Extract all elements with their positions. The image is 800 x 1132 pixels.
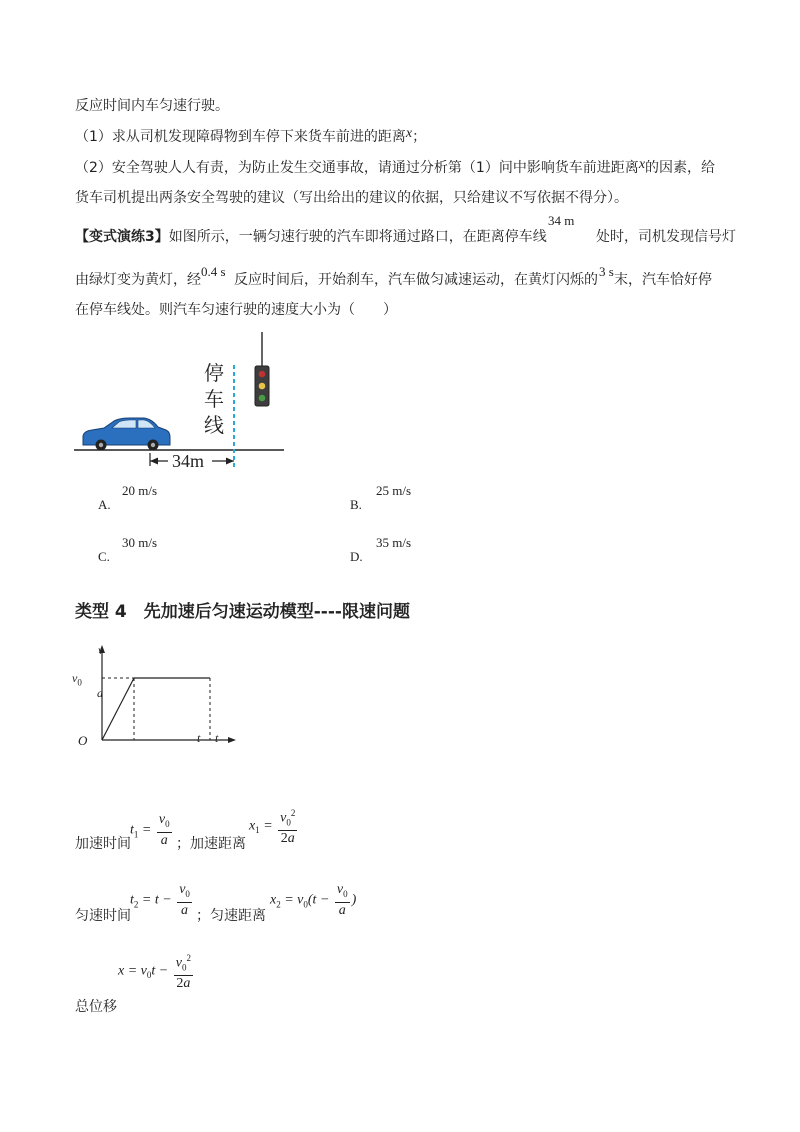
formula-x2: $x_2 = v_0(t$ − $\frac{v_0}{a}$ ): [270, 882, 357, 918]
question-1: [75, 127, 426, 148]
variant-text-cont: 处时，司机发现信号灯: [596, 229, 736, 245]
formula-t1: $t_1$ = $\frac{v_0}{a}$: [130, 812, 170, 848]
formula-total: $x = v_0t$ − $\frac{v_0^2}{2a}$: [118, 950, 195, 992]
t1-label: t: [197, 731, 201, 745]
separator: ；: [176, 836, 190, 852]
option-a-letter: A.: [98, 497, 111, 512]
variant-line-2: 由绿灯变为黄灯，经: [75, 272, 201, 288]
paragraph-text: 反应时间内车匀速行驶。: [75, 98, 229, 114]
distance-label: 34m: [172, 451, 205, 471]
option-b-letter: B.: [350, 497, 362, 512]
variable-x: x: [405, 126, 413, 141]
punctuation: ；: [412, 129, 427, 145]
v0-symbol: v: [72, 671, 78, 685]
variant-line-1: [75, 227, 547, 247]
slope-label: a: [97, 686, 103, 700]
option-d-letter: D.: [350, 549, 363, 564]
question-2-line-1: [75, 158, 715, 179]
car-icon: [83, 418, 170, 451]
stop-line-label: [204, 360, 224, 438]
question-2-line-2: 货车司机提出两条安全驾驶的建议（写出给出的建议的依据，只给建议不写依据不得分）。: [75, 190, 628, 206]
option-d-value: 35 m/s: [376, 535, 412, 550]
stop-line-char: 停: [204, 361, 224, 385]
x-axis-label: t: [215, 731, 219, 745]
accel-time-label: 加速时间: [75, 836, 131, 852]
uniform-dist-label: 匀速距离: [210, 908, 266, 924]
variable-x: x: [638, 157, 646, 172]
v0-label: [72, 671, 82, 687]
question-2-text: （2）安全驾驶人人有责，为防止发生交通事故，请通过分析第（1）问中影响货车前进距离: [75, 160, 639, 176]
red-light-icon: [259, 371, 266, 378]
stop-line-char: 车: [204, 387, 224, 411]
question-1-text: （1）求从司机发现障碍物到车停下来货车前进的距离: [75, 129, 406, 145]
separator: ；: [196, 908, 210, 924]
total-label: 总位移: [75, 999, 117, 1015]
variant-line-3: 在停车线处。则汽车匀速行驶的速度大小为（ ）: [75, 302, 397, 318]
yellow-light-icon: [259, 383, 266, 390]
arrow-head-right-icon: [226, 458, 234, 465]
variant-text-cont: 反应时间后，开始刹车，汽车做匀减速运动，在黄灯闪烁的: [234, 272, 598, 288]
arrow-head-left-icon: [150, 458, 158, 465]
green-light-icon: [259, 395, 266, 402]
formula-t2: $t_2 = t$ − $\frac{v_0}{a}$: [130, 882, 190, 918]
y-axis-label: v: [98, 643, 104, 657]
v0-subscript: 0: [77, 677, 82, 688]
option-c-value: 30 m/s: [122, 535, 158, 550]
stop-line-char: 线: [204, 413, 224, 437]
uniform-time-label: 匀速时间: [75, 908, 131, 924]
option-a-value: 20 m/s: [122, 483, 158, 498]
option-c-letter: C.: [98, 549, 110, 564]
option-b-value: 25 m/s: [376, 483, 412, 498]
formula-x1: $x_1$ = $\frac{v_0^2}{2a}$: [249, 805, 299, 847]
section-title: 类型 4 先加速后匀速运动模型----限速问题: [75, 602, 410, 622]
variant-tag: 【变式演练3】: [75, 229, 169, 245]
variant-text: 如图所示，一辆匀速行驶的汽车即将通过路口，在距离停车线: [168, 229, 547, 245]
blink-time-value: 3 s: [599, 264, 614, 279]
distance-value: 34 m: [548, 213, 575, 228]
x-axis-arrow-icon: [228, 737, 236, 743]
variant-text-cont: 末，汽车恰好停: [614, 272, 712, 288]
accel-dist-label: 加速距离: [190, 836, 246, 852]
question-2-text-cont: 的因素，给: [645, 160, 716, 176]
origin-label: O: [78, 733, 88, 748]
acceleration-line: [102, 678, 134, 740]
reaction-time-value: 0.4 s: [201, 264, 226, 279]
